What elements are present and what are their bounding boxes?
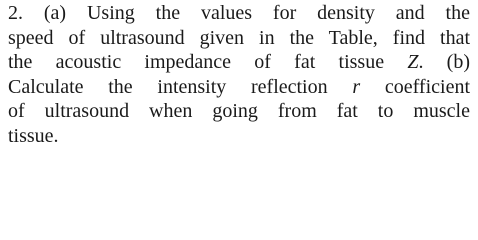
- question-line-4: Calculate the intensity reflection r coefficient: [8, 75, 470, 98]
- question-line-2: speed of ultrasound given in the Table, find that: [8, 26, 470, 49]
- question-line-5: of ultrasound when going from fat to muscle: [8, 100, 470, 123]
- question-line-6: tissue.: [8, 124, 59, 147]
- question-line-1: 2. (a) Using the values for density and the: [8, 2, 470, 24]
- cropped-next-line: [8, 160, 470, 171]
- question-text: [8, 1, 470, 149]
- question-line-3: the acoustic impedance of fat tissue Z. (b): [8, 51, 470, 74]
- math-variable: Z: [407, 51, 419, 74]
- math-variable: r: [352, 75, 361, 98]
- cropped-next-line-glyphs: [8, 160, 470, 171]
